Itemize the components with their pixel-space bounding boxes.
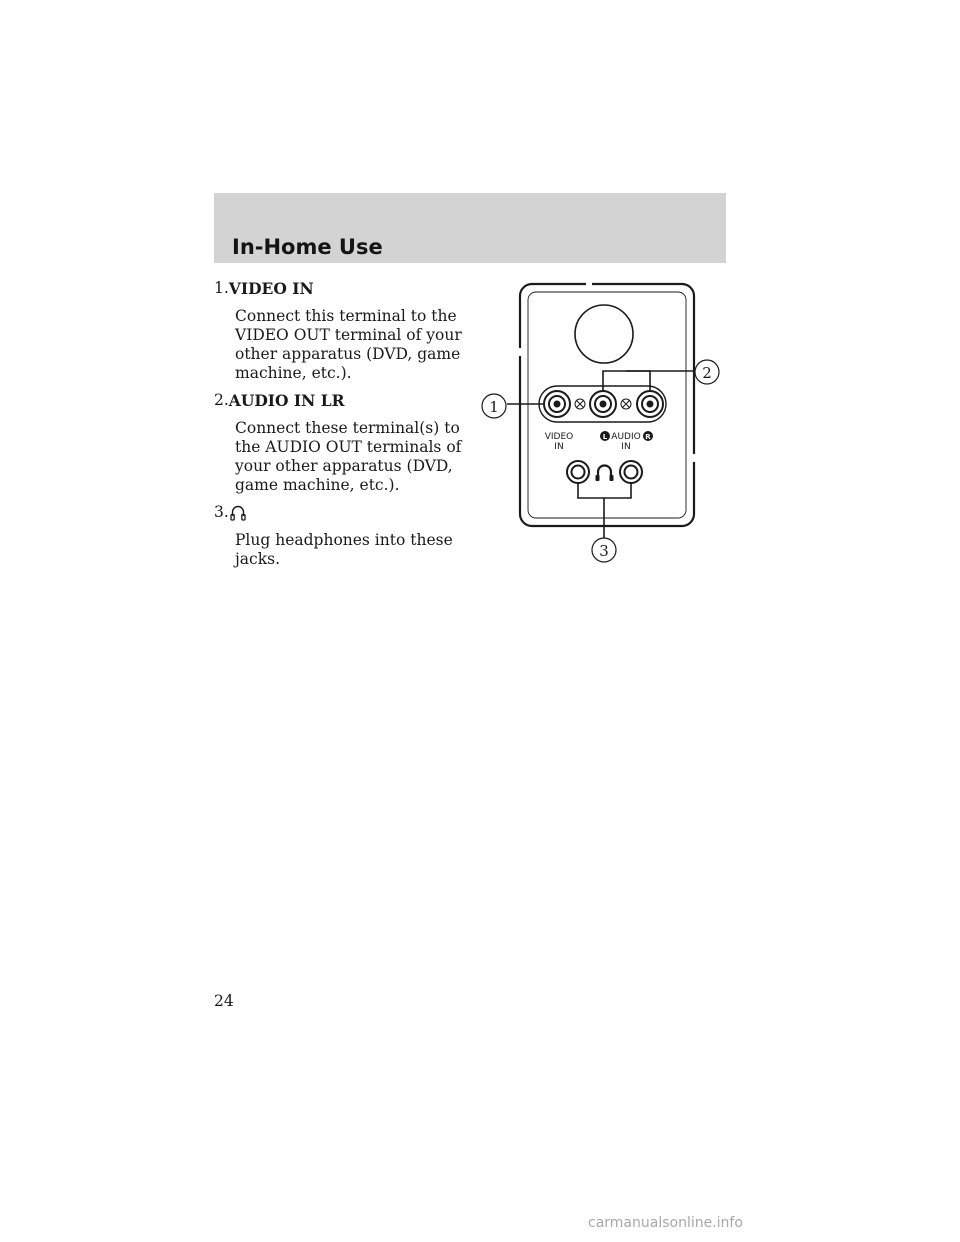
callout-1-label: 1 (489, 398, 499, 416)
item-description: Connect this terminal to the VIDEO OUT terminal of your other apparatus (DVD, game machine, etc.). (235, 307, 462, 382)
terminal-panel-diagram (478, 276, 738, 576)
list-item-video-in (214, 279, 484, 383)
item-title: VIDEO IN (228, 279, 314, 298)
audio-in-label: IN (621, 442, 631, 452)
headphones-icon (230, 504, 246, 522)
item-description: Connect these terminal(s) to the AUDIO OUT terminals of your other apparatus (DVD, game machine, etc.). (235, 419, 462, 494)
item-number: 2. (214, 391, 229, 409)
callout-2-label: 2 (702, 364, 712, 382)
item-number: 3. (214, 503, 229, 521)
video-in-label: IN (554, 442, 564, 452)
item-number: 1. (214, 279, 229, 297)
list-item-audio-in (214, 391, 484, 495)
video-label: VIDEO (544, 432, 574, 442)
section-title: In-Home Use (232, 235, 383, 259)
right-badge-label: R (645, 433, 651, 441)
section-header-band (214, 193, 726, 263)
item-description: Plug headphones into these jacks. (235, 531, 453, 568)
left-badge-label: L (602, 433, 608, 441)
list-item-headphones (214, 503, 484, 569)
terminal-list (214, 279, 484, 577)
callout-3-label: 3 (599, 542, 609, 560)
page-number: 24 (214, 992, 234, 1010)
item-title: AUDIO IN LR (228, 391, 345, 410)
audio-label: AUDIO (611, 432, 641, 442)
speaker-circle (575, 305, 633, 363)
watermark: carmanualsonline.info (588, 1215, 743, 1231)
